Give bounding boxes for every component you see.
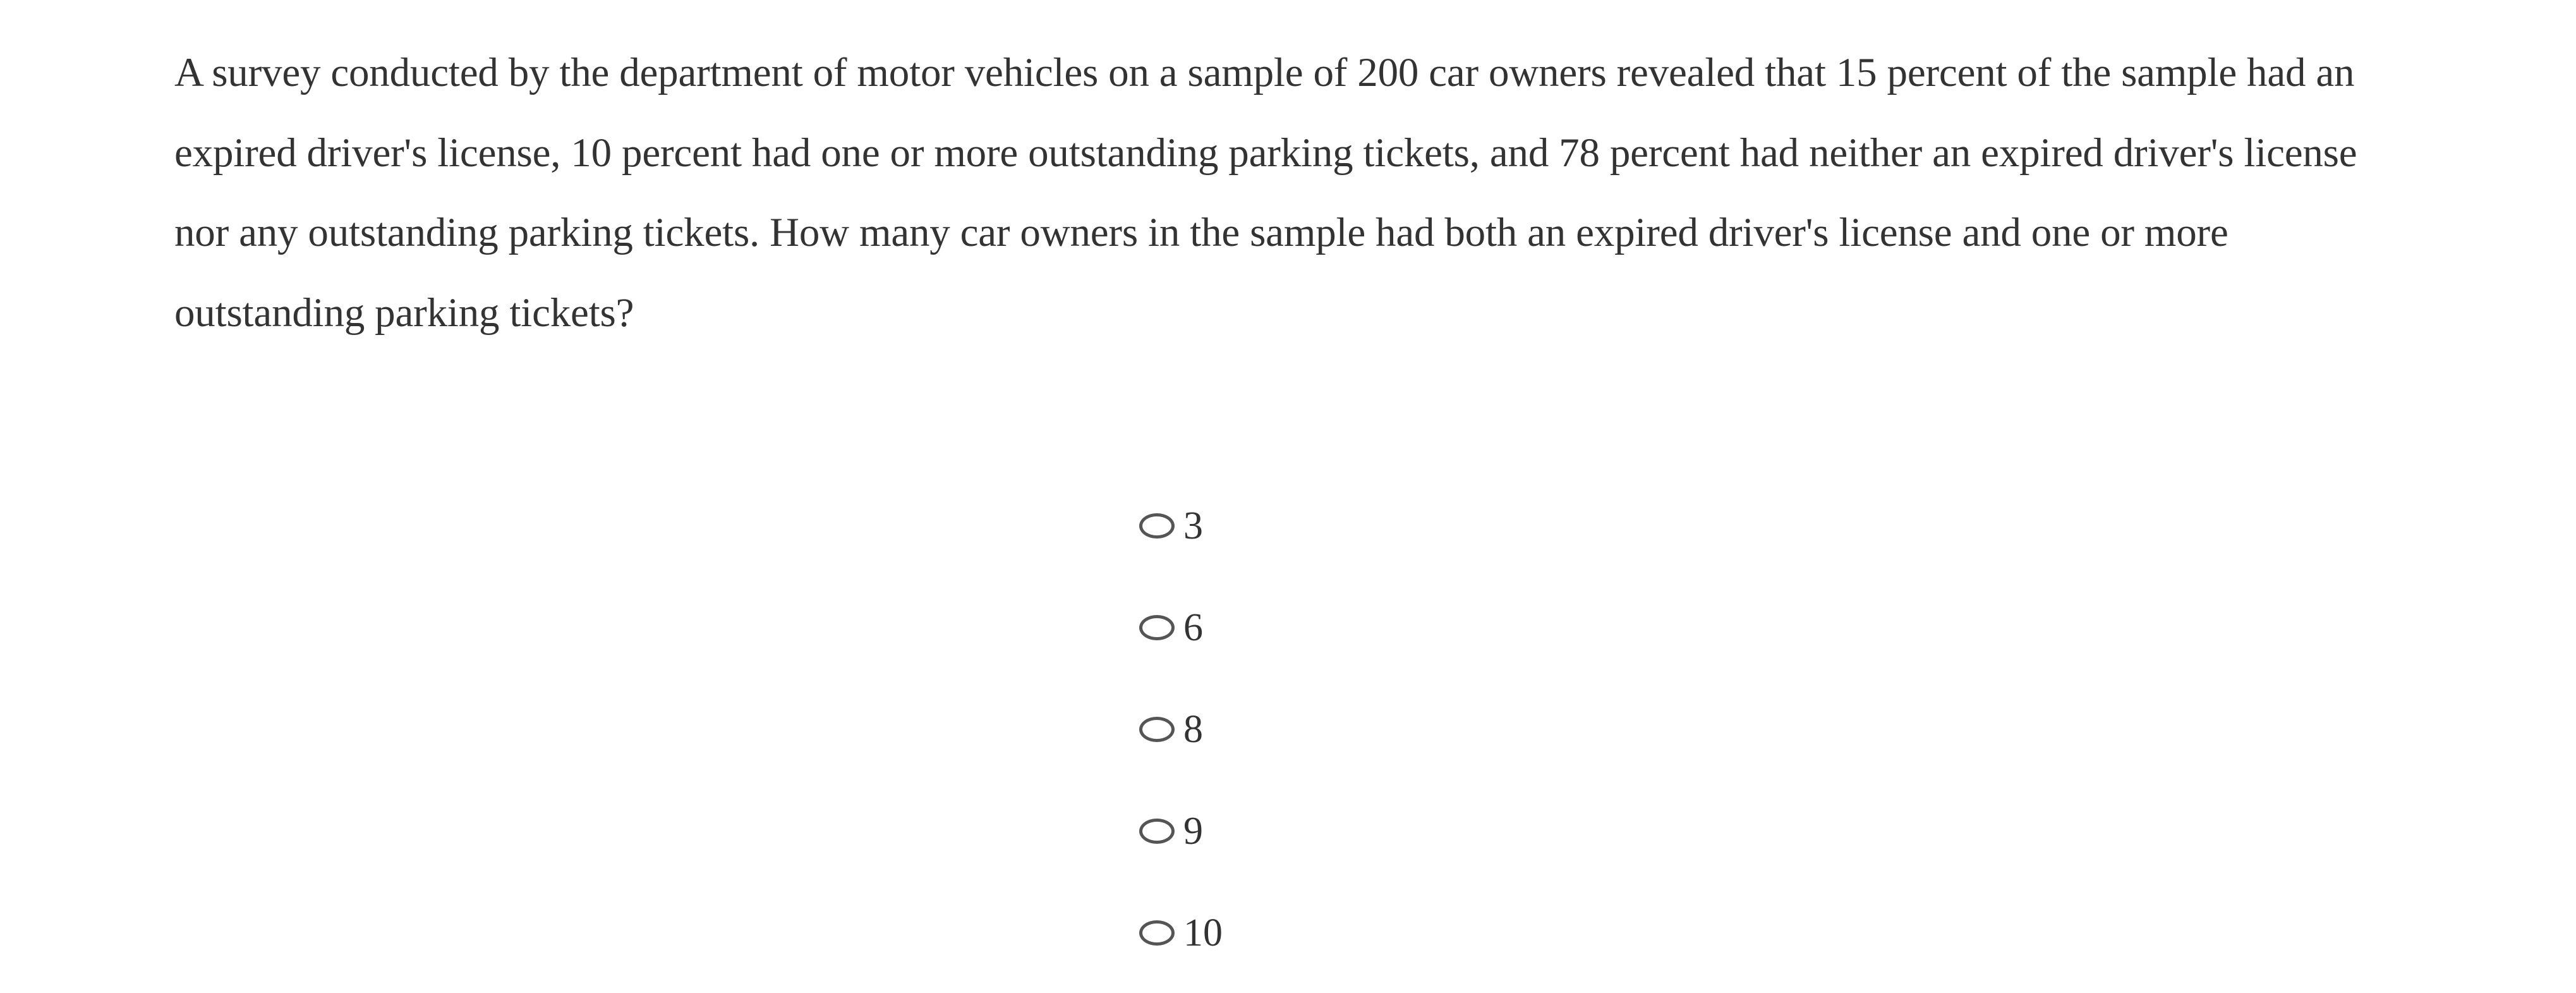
answer-option-6[interactable] [1139, 602, 1203, 653]
radio-button-icon[interactable] [1139, 615, 1175, 640]
answer-option-8[interactable] [1139, 704, 1203, 755]
answer-option-3[interactable] [1139, 501, 1203, 551]
answer-choices [1139, 0, 1392, 993]
answer-option-9[interactable] [1139, 806, 1203, 856]
answer-option-label: 9 [1183, 810, 1203, 853]
radio-button-icon[interactable] [1139, 717, 1175, 742]
answer-option-10[interactable] [1139, 908, 1223, 958]
radio-button-icon[interactable] [1139, 819, 1175, 844]
answer-option-label: 10 [1183, 911, 1223, 954]
answer-option-label: 6 [1183, 606, 1203, 649]
answer-option-label: 8 [1183, 708, 1203, 751]
answer-option-label: 3 [1183, 504, 1203, 547]
radio-button-icon[interactable] [1139, 920, 1175, 946]
radio-button-icon[interactable] [1139, 513, 1175, 539]
question-text: A survey conducted by the department of motor vehicles on a sample of 200 car owners revealed that 15 percent of the sample had an expired driver's license, 10 percent had one or more outstanding parking tickets, and 78 percent had neither an expired driver's license nor any outstanding parking tickets. How many car owners in the sample had both an expired driver's license and one or more outstanding parking tickets? [174, 50, 2357, 336]
